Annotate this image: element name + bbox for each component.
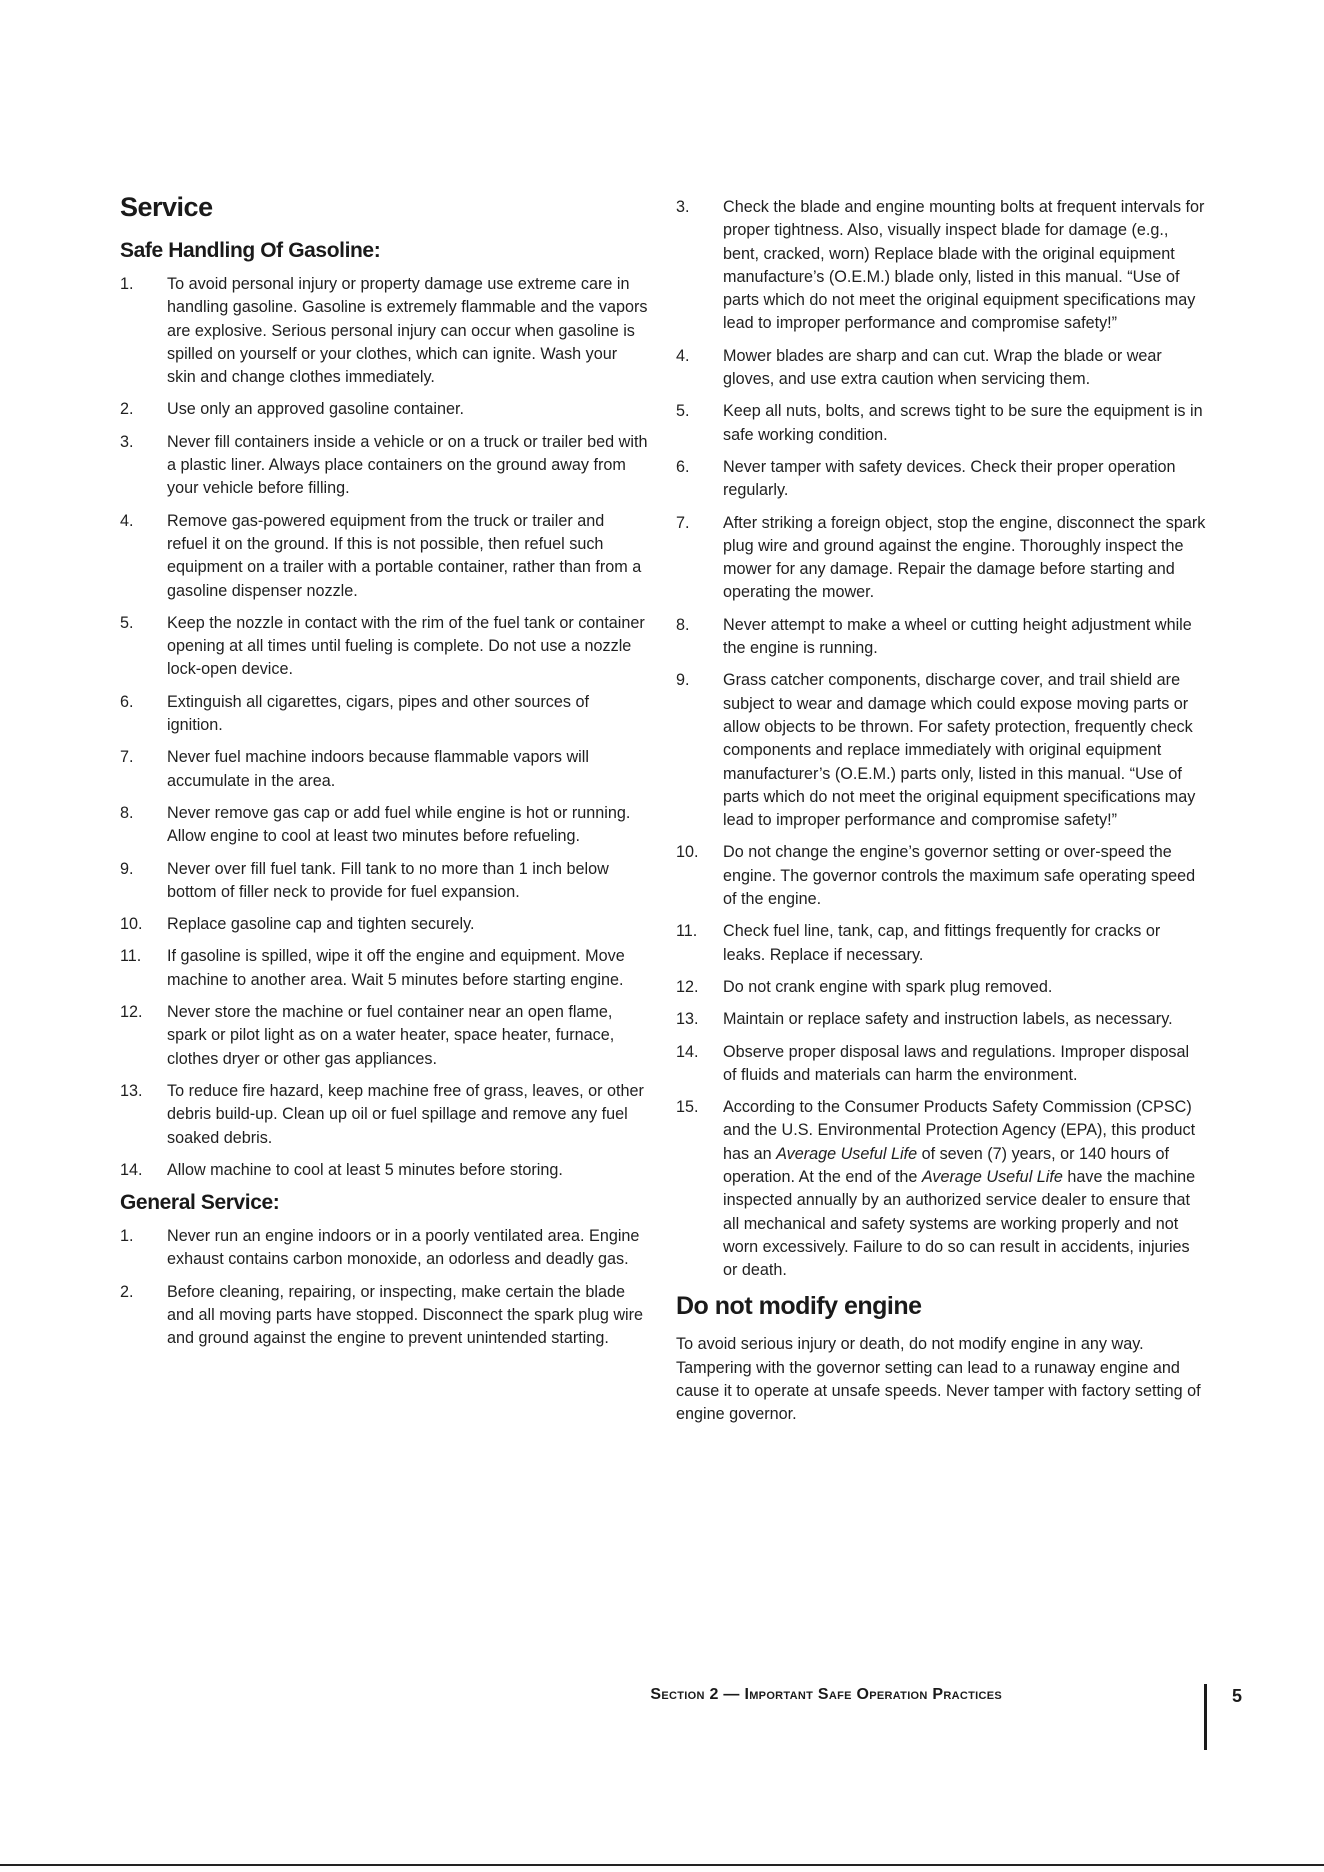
list-item: 8. Never attempt to make a wheel or cutting height adjustment while the engine is running. [676,615,1192,658]
list-item: 6. Never tamper with safety devices. Check their proper operation regularly. [676,457,1176,500]
page-number: 5 [1232,1686,1243,1706]
list-item: 1. Never run an engine indoors or in a poorly ventilated area. Engine exhaust contains carbon monoxide, an odorless and deadly gas. [120,1227,640,1269]
list-item: 11. Check fuel line, tank, cap, and fittings frequently for cracks or leaks. Replace if necessary. [676,922,1161,964]
list-item: 2. Use only an approved gasoline container. [120,400,464,419]
list-item: 11. If gasoline is spilled, wipe it off the engine and equipment. Move machine to another area. Wait 5 minutes before starting engine. [120,947,625,989]
list-item: 9. Grass catcher components, discharge cover, and trail shield are subject to wear and damage which could expose moving parts or allow objects to be thrown. For safety protection, frequently check components and replace immediately with original equipment manufacturer’s (O.E.M.) parts only, listed in this manual. “Use of parts which do not meet the original equipment specifications may lead to improper performance and compromise safety!” [676,671,1196,830]
list-item: 6. Extinguish all cigarettes, cigars, pipes and other sources of ignition. [120,692,589,735]
list-item: 3. Check the blade and engine mounting bolts at frequent intervals for proper tightness. Also, visually inspect blade for damage (e.g., bent, cracked, worn) Replace blade with the original equipment manufacture’s (O.E.M.) blade only, listed in this manual. “Use of parts which do not meet the original equipment specifications may lead to improper performance and compromise safety!” [676,198,1205,333]
list-item: 15. According to the Consumer Products Safety Commission (CPSC) and the U.S. Environmental Protection Agency (EPA), this product has an Average Useful Life of seven (7) years, or 140 hours of operation. At the end of the Average Useful Life have the machine inspected annually by an authorized service dealer to ensure that all mechanical and safety systems are working properly and not worn excessively. Failure to do so can result in accidents, injuries or death. [676,1098,1196,1280]
list-item: 7. Never fuel machine indoors because flammable vapors will accumulate in the area. [120,748,589,790]
service-title: Service [120,192,213,222]
general-service-list-part1 [120,1225,648,1350]
list-item: 3. Never fill containers inside a vehicle or on a truck or trailer bed with a plastic liner. Always place containers on the ground away from your vehicle before filling. [120,432,648,498]
list-item: 8. Never remove gas cap or add fuel while engine is hot or running. Allow engine to cool at least two minutes before refueling. [120,803,631,846]
list-item: 5. Keep the nozzle in contact with the rim of the fuel tank or container opening at all times until fueling is complete. Do not use a nozzle lock-open device. [120,613,645,679]
list-item: 14. Observe proper disposal laws and regulations. Improper disposal of fluids and materials can harm the environment. [676,1042,1190,1084]
list-item: 10. Do not change the engine’s governor setting or over-speed the engine. The governor controls the maximum safe operating speed of the engine. [676,843,1196,909]
safe-handling-heading: Safe Handling Of Gasoline: [120,239,381,262]
list-item: 12. Do not crank engine with spark plug removed. [676,977,1053,996]
list-item: 7. After striking a foreign object, stop the engine, disconnect the spark plug wire and ground against the engine. Thoroughly inspect the mower for any damage. Repair the damage before starting and operating the mower. [676,513,1206,602]
list-item: 14. Allow machine to cool at least 5 minutes before storing. [120,1160,563,1179]
general-service-heading: General Service: [120,1191,280,1215]
list-item: 13. To reduce fire hazard, keep machine free of grass, leaves, or other debris build-up. Clean up oil or fuel spillage and remove any fuel soaked debris. [120,1081,644,1147]
general-service-list-part2 [676,196,1206,1282]
do-not-modify-title: Do not modify engine [676,1292,922,1321]
right-column [676,196,1206,1427]
list-item: 2. Before cleaning, repairing, or inspecting, make certain the blade and all moving parts have stopped. Disconnect the spark plug wire and ground against the engine to prevent unintended starting. [120,1282,643,1348]
list-item: 12. Never store the machine or fuel container near an open flame, spark or pilot light as on a water heater, space heater, furnace, clothes dryer or other gas appliances. [120,1003,615,1068]
scan-edge-line [0,1864,1324,1866]
list-item: 1. To avoid personal injury or property damage use extreme care in handling gasoline. Gasoline is extremely flammable and the vapors are explosive. Serious personal injury can occur when gasoline is spilled on yourself or your clothes, which can ignite. Wash your skin and change clothes immediately. [120,275,648,387]
list-item: 13. Maintain or replace safety and instruction labels, as necessary. [676,1010,1173,1029]
footer-divider [1204,1684,1207,1750]
list-item: 9. Never over fill fuel tank. Fill tank to no more than 1 inch below bottom of filler neck to provide for fuel expansion. [120,859,609,901]
list-item: 4. Remove gas-powered equipment from the truck or trailer and refuel it on the ground. If this is not possible, then refuel such equipment on a trailer with a portable container, rather than from a gasoline dispenser nozzle. [120,511,642,600]
list-item: 4. Mower blades are sharp and can cut. Wrap the blade or wear gloves, and use extra caution when servicing them. [676,346,1162,389]
section-footer: Section 2 — Important Safe Operation Practices [650,1686,1002,1703]
left-column [120,192,648,1360]
list-item: 10. Replace gasoline cap and tighten securely. [120,915,475,934]
do-not-modify-text: To avoid serious injury or death, do not modify engine in any way. Tampering with the governor setting can lead to a runaway engine and cause it to operate at unsafe speeds. Never tamper with factory setting of engine governor. [676,1335,1201,1424]
list-item: 5. Keep all nuts, bolts, and screws tight to be sure the equipment is in safe working condition. [676,402,1203,444]
safe-handling-list [120,273,648,1182]
